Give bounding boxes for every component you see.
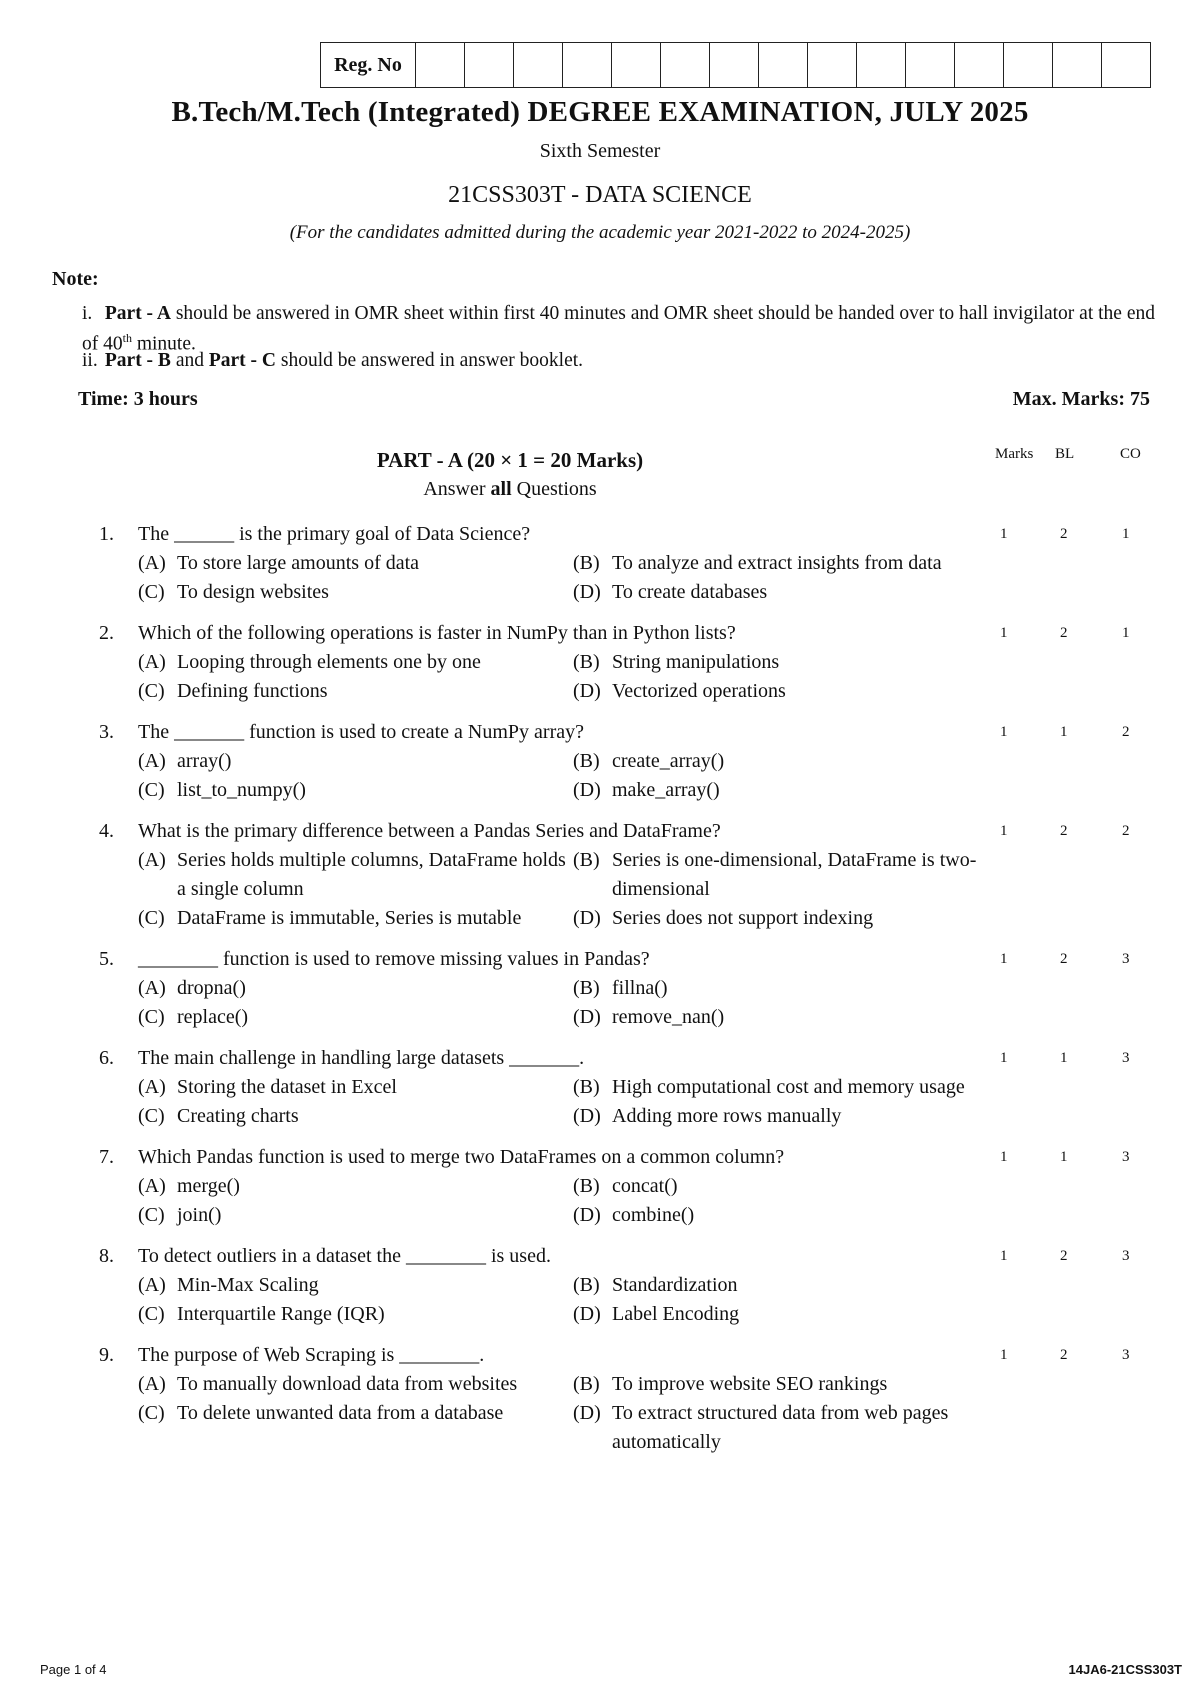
option-grid: [138, 1271, 978, 1329]
answer-option: [138, 1399, 573, 1457]
option-label: (A): [138, 1076, 166, 1098]
answer-option: [573, 1271, 978, 1300]
option-label: (D): [573, 1402, 601, 1424]
option-text: To design websites: [177, 581, 329, 603]
option-text: Looping through elements one by one: [177, 651, 481, 673]
question-co: 3: [1122, 951, 1130, 967]
column-marks: Marks: [995, 446, 1034, 462]
note-line-2: [82, 350, 583, 372]
reg-no-cell: [465, 43, 514, 87]
option-label: (B): [573, 1274, 600, 1296]
option-grid: [138, 648, 978, 706]
question-bl: 2: [1060, 1347, 1068, 1363]
question-number: 7.: [99, 1146, 114, 1168]
option-text: Series does not support indexing: [612, 907, 874, 929]
reg-no-cell: [710, 43, 759, 87]
option-text: Series holds multiple columns, DataFrame holds a single column: [177, 849, 566, 900]
option-label: (B): [573, 1373, 600, 1395]
question-marks: 1: [1000, 1347, 1008, 1363]
course-title: 21CSS303T - DATA SCIENCE: [448, 182, 752, 208]
reg-no-cell: [563, 43, 612, 87]
reg-no-cell: [857, 43, 906, 87]
option-grid: [138, 1172, 978, 1230]
question-bl: 2: [1060, 823, 1068, 839]
question-marks: 1: [1000, 1149, 1008, 1165]
question-marks: 1: [1000, 951, 1008, 967]
note-2-text: should be answered in answer booklet.: [275, 350, 584, 371]
question-item: [0, 718, 1200, 805]
question-bl: 1: [1060, 724, 1068, 740]
option-label: (A): [138, 1373, 166, 1395]
reg-no-cell: [906, 43, 955, 87]
question-item: [0, 1341, 1200, 1457]
option-label: (A): [138, 552, 166, 574]
option-text: To store large amounts of data: [177, 552, 420, 574]
option-label: (D): [573, 1105, 601, 1127]
option-text: Min-Max Scaling: [177, 1274, 319, 1296]
question-bl: 2: [1060, 1248, 1068, 1264]
option-text: Adding more rows manually: [612, 1105, 842, 1127]
answer-option: [573, 1172, 978, 1201]
option-text: Interquartile Range (IQR): [177, 1303, 385, 1325]
answer-option: [138, 1003, 573, 1032]
option-text: join(): [177, 1204, 222, 1226]
option-text: fillna(): [612, 977, 668, 999]
question-co: 1: [1122, 625, 1130, 641]
question-number: 8.: [99, 1245, 114, 1267]
option-label: (A): [138, 849, 166, 871]
answer-option: [138, 677, 573, 706]
exam-title: B.Tech/M.Tech (Integrated) DEGREE EXAMINATION, JULY 2025: [171, 96, 1029, 128]
question-marks: 1: [1000, 625, 1008, 641]
option-label: (A): [138, 651, 166, 673]
answer-option: [573, 1399, 978, 1457]
option-label: (C): [138, 1006, 165, 1028]
option-grid: [138, 974, 978, 1032]
part-sub-post: Questions: [511, 478, 597, 500]
note-1-part: Part - A: [104, 303, 171, 324]
option-label: (C): [138, 581, 165, 603]
option-text: remove_nan(): [612, 1006, 725, 1028]
question-list: [0, 520, 1200, 1469]
part-a-instruction: [300, 478, 720, 501]
question-text: ________ function is used to remove missing values in Pandas?: [138, 948, 650, 970]
option-text: list_to_numpy(): [177, 779, 306, 801]
answer-option: [573, 974, 978, 1003]
answer-option: [573, 747, 978, 776]
reg-no-cell: [514, 43, 563, 87]
question-co: 3: [1122, 1248, 1130, 1264]
note-2-num: ii.: [82, 350, 98, 371]
part-sub-bold: all: [490, 478, 512, 500]
option-label: (B): [573, 750, 600, 772]
question-text: What is the primary difference between a Pandas Series and DataFrame?: [138, 820, 721, 842]
question-co: 3: [1122, 1050, 1130, 1066]
option-label: (A): [138, 1274, 166, 1296]
note-2-part-c: Part - C: [208, 350, 276, 371]
note-2-mid: and: [170, 350, 209, 371]
question-marks: 1: [1000, 1050, 1008, 1066]
option-text: make_array(): [612, 779, 720, 801]
note-1-text: should be answered in OMR sheet within first 40 minutes and OMR sheet should be handed over to hall invigilator at the end of 40: [82, 303, 1155, 355]
question-number: 5.: [99, 948, 114, 970]
option-text: DataFrame is immutable, Series is mutable: [177, 907, 522, 929]
option-label: (C): [138, 779, 165, 801]
option-text: To create databases: [612, 581, 768, 603]
question-marks: 1: [1000, 724, 1008, 740]
column-bl: BL: [1055, 446, 1075, 462]
option-grid: [138, 747, 978, 805]
reg-no-cell: [416, 43, 465, 87]
option-grid: [138, 549, 978, 607]
answer-option: [573, 1300, 978, 1329]
option-label: (C): [138, 1105, 165, 1127]
option-label: (C): [138, 907, 165, 929]
note-2-part-b: Part - B: [104, 350, 171, 371]
question-number: 2.: [99, 622, 114, 644]
option-label: (D): [573, 779, 601, 801]
note-1-end: minute.: [131, 333, 196, 355]
option-label: (D): [573, 1006, 601, 1028]
question-number: 1.: [99, 523, 114, 545]
answer-option: [573, 1003, 978, 1032]
option-label: (D): [573, 680, 601, 702]
reg-no-label: Reg. No: [321, 43, 416, 87]
option-text: Standardization: [612, 1274, 738, 1296]
option-label: (D): [573, 581, 601, 603]
question-marks: 1: [1000, 823, 1008, 839]
question-bl: 1: [1060, 1149, 1068, 1165]
answer-option: [573, 904, 978, 933]
option-text: Defining functions: [177, 680, 328, 702]
option-label: (B): [573, 552, 600, 574]
option-text: Creating charts: [177, 1105, 299, 1127]
option-label: (C): [138, 1303, 165, 1325]
option-label: (A): [138, 1175, 166, 1197]
reg-no-cell: [1102, 43, 1150, 87]
option-label: (C): [138, 1402, 165, 1424]
question-item: [0, 817, 1200, 933]
reg-no-box: [320, 42, 1151, 88]
option-text: To delete unwanted data from a database: [177, 1402, 504, 1424]
answer-option: [138, 1370, 573, 1399]
reg-no-cells: [416, 43, 1150, 87]
answer-option: [573, 578, 978, 607]
reg-no-cell: [1004, 43, 1053, 87]
answer-option: [573, 1370, 978, 1399]
answer-option: [138, 578, 573, 607]
note-heading: Note:: [52, 268, 99, 290]
question-item: [0, 945, 1200, 1032]
option-label: (A): [138, 977, 166, 999]
question-text: Which Pandas function is used to merge two DataFrames on a common column?: [138, 1146, 785, 1168]
answer-option: [138, 648, 573, 677]
question-bl: 2: [1060, 951, 1068, 967]
reg-no-cell: [612, 43, 661, 87]
option-text: String manipulations: [612, 651, 780, 673]
note-line-1: [82, 302, 1162, 357]
option-text: array(): [177, 750, 232, 772]
semester: Sixth Semester: [539, 140, 661, 162]
question-bl: 2: [1060, 526, 1068, 542]
max-marks: Max. Marks: 75: [1012, 388, 1150, 410]
part-sub-pre: Answer: [423, 478, 491, 500]
question-text: The main challenge in handling large datasets _______.: [138, 1047, 585, 1069]
answer-option: [138, 1271, 573, 1300]
option-text: To analyze and extract insights from data: [612, 552, 942, 574]
option-grid: [138, 1073, 978, 1131]
reg-no-cell: [759, 43, 808, 87]
question-marks: 1: [1000, 526, 1008, 542]
note-1-sup: th: [122, 331, 132, 345]
part-a-title: PART - A (20 × 1 = 20 Marks): [376, 448, 644, 472]
option-text: create_array(): [612, 750, 725, 772]
option-label: (D): [573, 1303, 601, 1325]
answer-option: [138, 1102, 573, 1131]
question-number: 9.: [99, 1344, 114, 1366]
option-label: (B): [573, 1175, 600, 1197]
question-item: [0, 1044, 1200, 1131]
reg-no-cell: [661, 43, 710, 87]
question-text: The ______ is the primary goal of Data Science?: [138, 523, 531, 545]
reg-no-cell: [808, 43, 857, 87]
option-text: Storing the dataset in Excel: [177, 1076, 397, 1098]
option-label: (B): [573, 1076, 600, 1098]
question-item: [0, 1143, 1200, 1230]
answer-option: [573, 1201, 978, 1230]
answer-option: [138, 1201, 573, 1230]
option-label: (B): [573, 849, 600, 871]
answer-option: [138, 846, 573, 904]
answer-option: [573, 677, 978, 706]
answer-option: [138, 747, 573, 776]
answer-option: [573, 1102, 978, 1131]
question-item: [0, 1242, 1200, 1329]
option-label: (B): [573, 651, 600, 673]
option-grid: [138, 846, 978, 933]
question-text: To detect outliers in a dataset the ________ is used.: [138, 1245, 551, 1267]
option-label: (B): [573, 977, 600, 999]
answer-option: [138, 1300, 573, 1329]
question-item: [0, 619, 1200, 706]
admitted-note: (For the candidates admitted during the academic year 2021-2022 to 2024-2025): [289, 222, 911, 243]
option-text: merge(): [177, 1175, 240, 1197]
question-co: 3: [1122, 1149, 1130, 1165]
answer-option: [573, 648, 978, 677]
question-bl: 2: [1060, 625, 1068, 641]
answer-option: [138, 1172, 573, 1201]
option-label: (C): [138, 1204, 165, 1226]
answer-option: [573, 776, 978, 805]
answer-option: [138, 904, 573, 933]
answer-option: [573, 549, 978, 578]
option-label: (D): [573, 907, 601, 929]
answer-option: [138, 776, 573, 805]
option-text: replace(): [177, 1006, 249, 1028]
question-co: 1: [1122, 526, 1130, 542]
option-label: (D): [573, 1204, 601, 1226]
option-text: To improve website SEO rankings: [612, 1373, 888, 1395]
question-number: 3.: [99, 721, 114, 743]
option-text: combine(): [612, 1204, 695, 1226]
option-text: To extract structured data from web pages automatically: [612, 1402, 949, 1453]
question-number: 6.: [99, 1047, 114, 1069]
question-number: 4.: [99, 820, 114, 842]
answer-option: [138, 549, 573, 578]
option-grid: [138, 1370, 978, 1457]
option-label: (A): [138, 750, 166, 772]
option-text: Vectorized operations: [612, 680, 786, 702]
reg-no-cell: [955, 43, 1004, 87]
answer-option: [573, 1073, 978, 1102]
answer-option: [138, 974, 573, 1003]
note-1-num: i.: [82, 303, 93, 324]
question-co: 3: [1122, 1347, 1130, 1363]
question-co: 2: [1122, 823, 1130, 839]
column-co: CO: [1120, 446, 1141, 462]
question-text: The purpose of Web Scraping is ________.: [138, 1344, 485, 1366]
answer-option: [573, 846, 978, 904]
question-text: The _______ function is used to create a NumPy array?: [138, 721, 584, 743]
exam-time: Time: 3 hours: [78, 388, 198, 410]
question-item: [0, 520, 1200, 607]
option-text: To manually download data from websites: [177, 1373, 518, 1395]
question-marks: 1: [1000, 1248, 1008, 1264]
reg-no-cell: [1053, 43, 1102, 87]
option-text: dropna(): [177, 977, 246, 999]
option-text: concat(): [612, 1175, 678, 1197]
option-text: Label Encoding: [612, 1303, 740, 1325]
answer-option: [138, 1073, 573, 1102]
question-bl: 1: [1060, 1050, 1068, 1066]
option-label: (C): [138, 680, 165, 702]
option-text: Series is one-dimensional, DataFrame is two-dimensional: [612, 849, 977, 900]
question-co: 2: [1122, 724, 1130, 740]
paper-code: 14JA6-21CSS303T: [1068, 1662, 1182, 1677]
option-text: High computational cost and memory usage: [612, 1076, 965, 1098]
page-number: Page 1 of 4: [40, 1662, 107, 1677]
question-text: Which of the following operations is faster in NumPy than in Python lists?: [138, 622, 736, 644]
